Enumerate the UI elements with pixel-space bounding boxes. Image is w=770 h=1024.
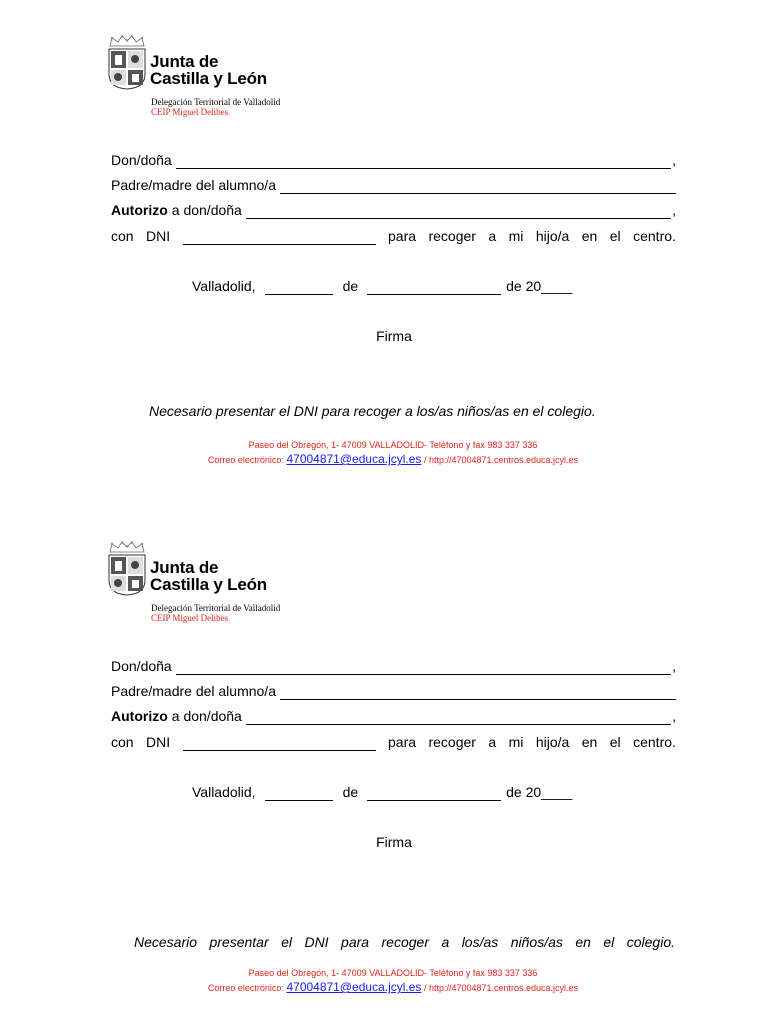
footer-contact: Correo electrónico: 47004871@educa.jcyl.es / http://47004871.centros.educa.jcyl.es: [207, 980, 579, 994]
coat-of-arms-icon: [108, 48, 146, 90]
authorized-person-blank[interactable]: [246, 711, 671, 725]
authorize-line: Autorizo a don/doña ,: [111, 202, 676, 218]
dni-note: Necesario presentar el DNI para recoger a los/as niños/as en el colegio.: [134, 934, 675, 950]
logo-line-1: Junta de: [150, 558, 219, 577]
name-blank[interactable]: [176, 661, 671, 675]
dni-blank[interactable]: [183, 231, 376, 245]
parent-label: Padre/madre del alumno/a: [111, 177, 276, 193]
signature-label: Firma: [376, 328, 412, 344]
email-link[interactable]: 47004871@educa.jcyl.es: [286, 452, 422, 466]
day-blank[interactable]: [265, 281, 333, 295]
month-blank[interactable]: [367, 787, 501, 801]
date-line: Valladolid, de de 20 ____: [192, 278, 573, 294]
email-link[interactable]: 47004871@educa.jcyl.es: [286, 980, 422, 994]
date-city: Valladolid,: [192, 784, 256, 800]
website-link[interactable]: http://47004871.centros.educa.jcyl.es: [428, 455, 579, 465]
delegation-text: Delegación Territorial de Valladolid: [151, 97, 281, 107]
email-label: Correo electrónico:: [207, 983, 284, 993]
year-blank[interactable]: ____: [541, 784, 573, 800]
form-sheet-bottom: [0, 506, 770, 1012]
date-line: Valladolid, de de 20 ____: [192, 784, 573, 800]
crown-icon: [108, 541, 146, 553]
form-sheet-top: [0, 0, 770, 506]
dni-line: con DNI para recoger a mi hijo/a en el centro.: [111, 228, 676, 244]
school-name: CEIP Miguel Delibes: [151, 107, 229, 117]
date-city: Valladolid,: [192, 278, 256, 294]
logo-line-2: Castilla y León: [150, 575, 267, 594]
school-name: CEIP Miguel Delibes: [151, 613, 229, 623]
parent-line: [111, 176, 676, 194]
name-label: Don/doña: [111, 658, 172, 674]
parent-label: Padre/madre del alumno/a: [111, 683, 276, 699]
crown-icon: [108, 35, 146, 47]
footer-address: Paseo del Obregón, 1- 47009 VALLADOLID- Teléfono y fax 983 337 336: [248, 440, 538, 450]
parent-line: [111, 682, 676, 700]
signature-label: Firma: [376, 834, 412, 850]
authorized-person-blank[interactable]: [246, 205, 671, 219]
year-blank[interactable]: ____: [541, 278, 573, 294]
dni-line: con DNI para recoger a mi hijo/a en el centro.: [111, 734, 676, 750]
student-blank[interactable]: [280, 180, 676, 194]
website-link[interactable]: http://47004871.centros.educa.jcyl.es: [428, 983, 579, 993]
coat-of-arms-icon: [108, 554, 146, 596]
authorize-line: Autorizo a don/doña ,: [111, 708, 676, 724]
authorized-person-label: a don/doña: [171, 708, 242, 724]
authorize-label: Autorizo: [111, 202, 168, 218]
authorize-label: Autorizo: [111, 708, 168, 724]
student-blank[interactable]: [280, 686, 676, 700]
footer-address: Paseo del Obregón, 1- 47009 VALLADOLID- Teléfono y fax 983 337 336: [248, 968, 538, 978]
name-label: Don/doña: [111, 152, 172, 168]
delegation-text: Delegación Territorial de Valladolid: [151, 603, 281, 613]
day-blank[interactable]: [265, 787, 333, 801]
footer-contact: Correo electrónico: 47004871@educa.jcyl.es / http://47004871.centros.educa.jcyl.es: [207, 452, 579, 466]
logo-line-2: Castilla y León: [150, 69, 267, 88]
name-line: Don/doña ,: [111, 152, 676, 168]
dni-note: Necesario presentar el DNI para recoger a los/as niños/as en el colegio.: [149, 403, 596, 419]
name-line: Don/doña ,: [111, 658, 676, 674]
email-label: Correo electrónico:: [207, 455, 284, 465]
junta-logo: [108, 541, 308, 601]
name-blank[interactable]: [176, 155, 671, 169]
month-blank[interactable]: [367, 281, 501, 295]
authorized-person-label: a don/doña: [171, 202, 242, 218]
junta-logo: [108, 35, 308, 95]
logo-line-1: Junta de: [150, 52, 219, 71]
dni-blank[interactable]: [183, 737, 376, 751]
